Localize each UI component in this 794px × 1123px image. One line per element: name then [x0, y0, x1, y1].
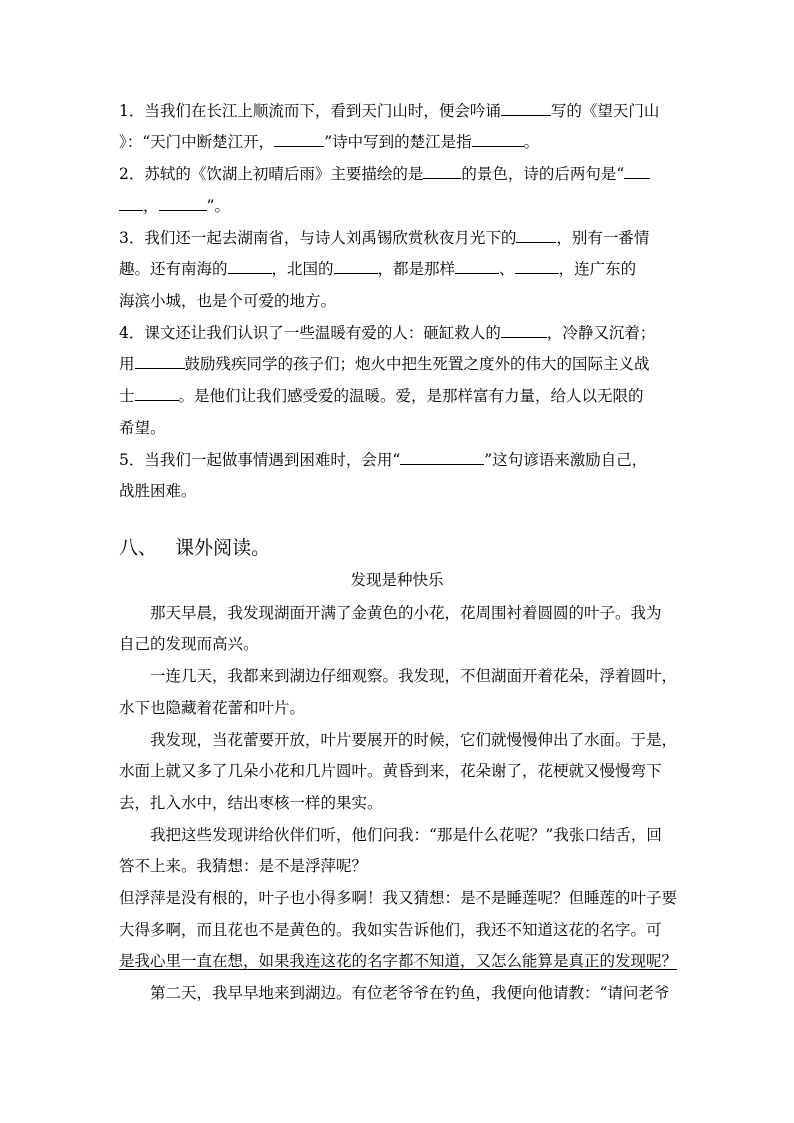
question-4-line-4: 希望。	[119, 419, 166, 437]
story-line: 大得多啊，而且花也不是黄色的。我如实告诉他们，我还不知道这花的名字。可	[119, 921, 662, 939]
story-line: 水下也隐藏着花蕾和叶片。	[119, 699, 306, 717]
answer-blank[interactable]	[501, 324, 547, 338]
story-line: 我发现，当花蕾要开放，叶片要展开的时候，它们就慢慢伸出了水面。于是，	[119, 731, 678, 749]
story-line: 一连几天，我都来到湖边仔细观察。我发现，不但湖面开着花朵，浮着圆叶，	[119, 667, 678, 685]
question-5-line-1: 5．当我们一起做事情遇到困难时，会用“ ”这句谚语来激励自己，	[119, 451, 648, 469]
answer-blank[interactable]	[135, 355, 185, 369]
section-title: 课外阅读。	[175, 537, 271, 559]
question-1-line-2: 》：“天门中断楚江开， ”诗中写到的楚江是指 。	[119, 133, 540, 151]
answer-blank[interactable]	[159, 197, 207, 211]
question-4-line-1: 4．课文还让我们认识了一些温暖有爱的人：砸缸救人的 ，冷静又沉着；	[119, 324, 656, 342]
question-2-line-1: 2．苏轼的《饮湖上初晴后雨》主要描绘的是 的景色，诗的后两句是“	[119, 164, 679, 184]
answer-blank[interactable]	[423, 165, 461, 179]
answer-blank[interactable]	[501, 102, 551, 116]
story-title: 发现是种快乐	[350, 571, 444, 589]
question-4-line-2: 用 鼓励残疾同学的孩子们；炮火中把生死置之度外的伟大的国际主义战	[119, 355, 650, 373]
story-line: 水面上就又多了几朵小花和几片圆叶。黄昏到来，花朵谢了，花梗就又慢慢弯下	[119, 762, 662, 780]
story-line: 答不上来。我猜想：是不是浮萍呢？	[119, 857, 368, 875]
story-line: 自己的发现而高兴。	[119, 635, 259, 653]
story-line-underlined: 是我心里一直在想，如果我连这花的名字都不知道，又怎么能算是真正的发现呢？	[119, 952, 678, 970]
question-3-line-3: 海滨小城，也是个可爱的地方。	[119, 292, 337, 310]
answer-blank[interactable]	[334, 260, 378, 274]
answer-blank[interactable]	[274, 133, 324, 147]
question-1-line-1: 1．当我们在长江上顺流而下，看到天门山时，便会吟诵 写的《望天门山	[119, 102, 660, 120]
section-number: 八、	[119, 537, 158, 559]
answer-blank[interactable]	[624, 165, 650, 179]
question-5-line-2: 战胜困难。	[119, 482, 197, 500]
answer-blank[interactable]	[516, 229, 556, 243]
story-line: 第二天，我早早地来到湖边。有位老爷爷在钓鱼，我便向他请教：“请问老爷	[119, 984, 670, 1002]
question-3-line-1: 3．我们还一起去湖南省，与诗人刘禹锡欣赏秋夜月光下的 ，别有一番情	[119, 229, 650, 247]
story-line: 但浮萍是没有根的，叶子也小得多啊！我又猜想：是不是睡莲呢？但睡莲的叶子要	[119, 889, 678, 907]
question-4-line-3: 士 。是他们让我们感受爱的温暖。爱，是那样富有力量，给人以无限的	[119, 387, 644, 405]
question-2-line-2: ， ”。	[119, 196, 679, 216]
story-line: 我把这些发现讲给伙伴们听，他们问我：“那是什么花呢？”我张口结舌，回	[119, 826, 662, 844]
answer-blank[interactable]	[455, 260, 499, 274]
answer-blank[interactable]	[228, 260, 272, 274]
answer-blank[interactable]	[472, 133, 524, 147]
question-3-line-2: 趣。还有南海的 ，北国的 ，都是那样 、 ，连广东的	[119, 260, 637, 278]
answer-blank[interactable]	[400, 451, 484, 465]
answer-blank[interactable]	[135, 387, 179, 401]
answer-blank[interactable]	[119, 197, 143, 211]
story-line: 去，扎入水中，结出枣核一样的果实。	[119, 794, 383, 812]
story-line: 那天早晨，我发现湖面开满了金黄色的小花，花周围衬着圆圆的叶子。我为	[119, 604, 662, 622]
section-heading	[119, 536, 270, 560]
answer-blank[interactable]	[515, 260, 559, 274]
